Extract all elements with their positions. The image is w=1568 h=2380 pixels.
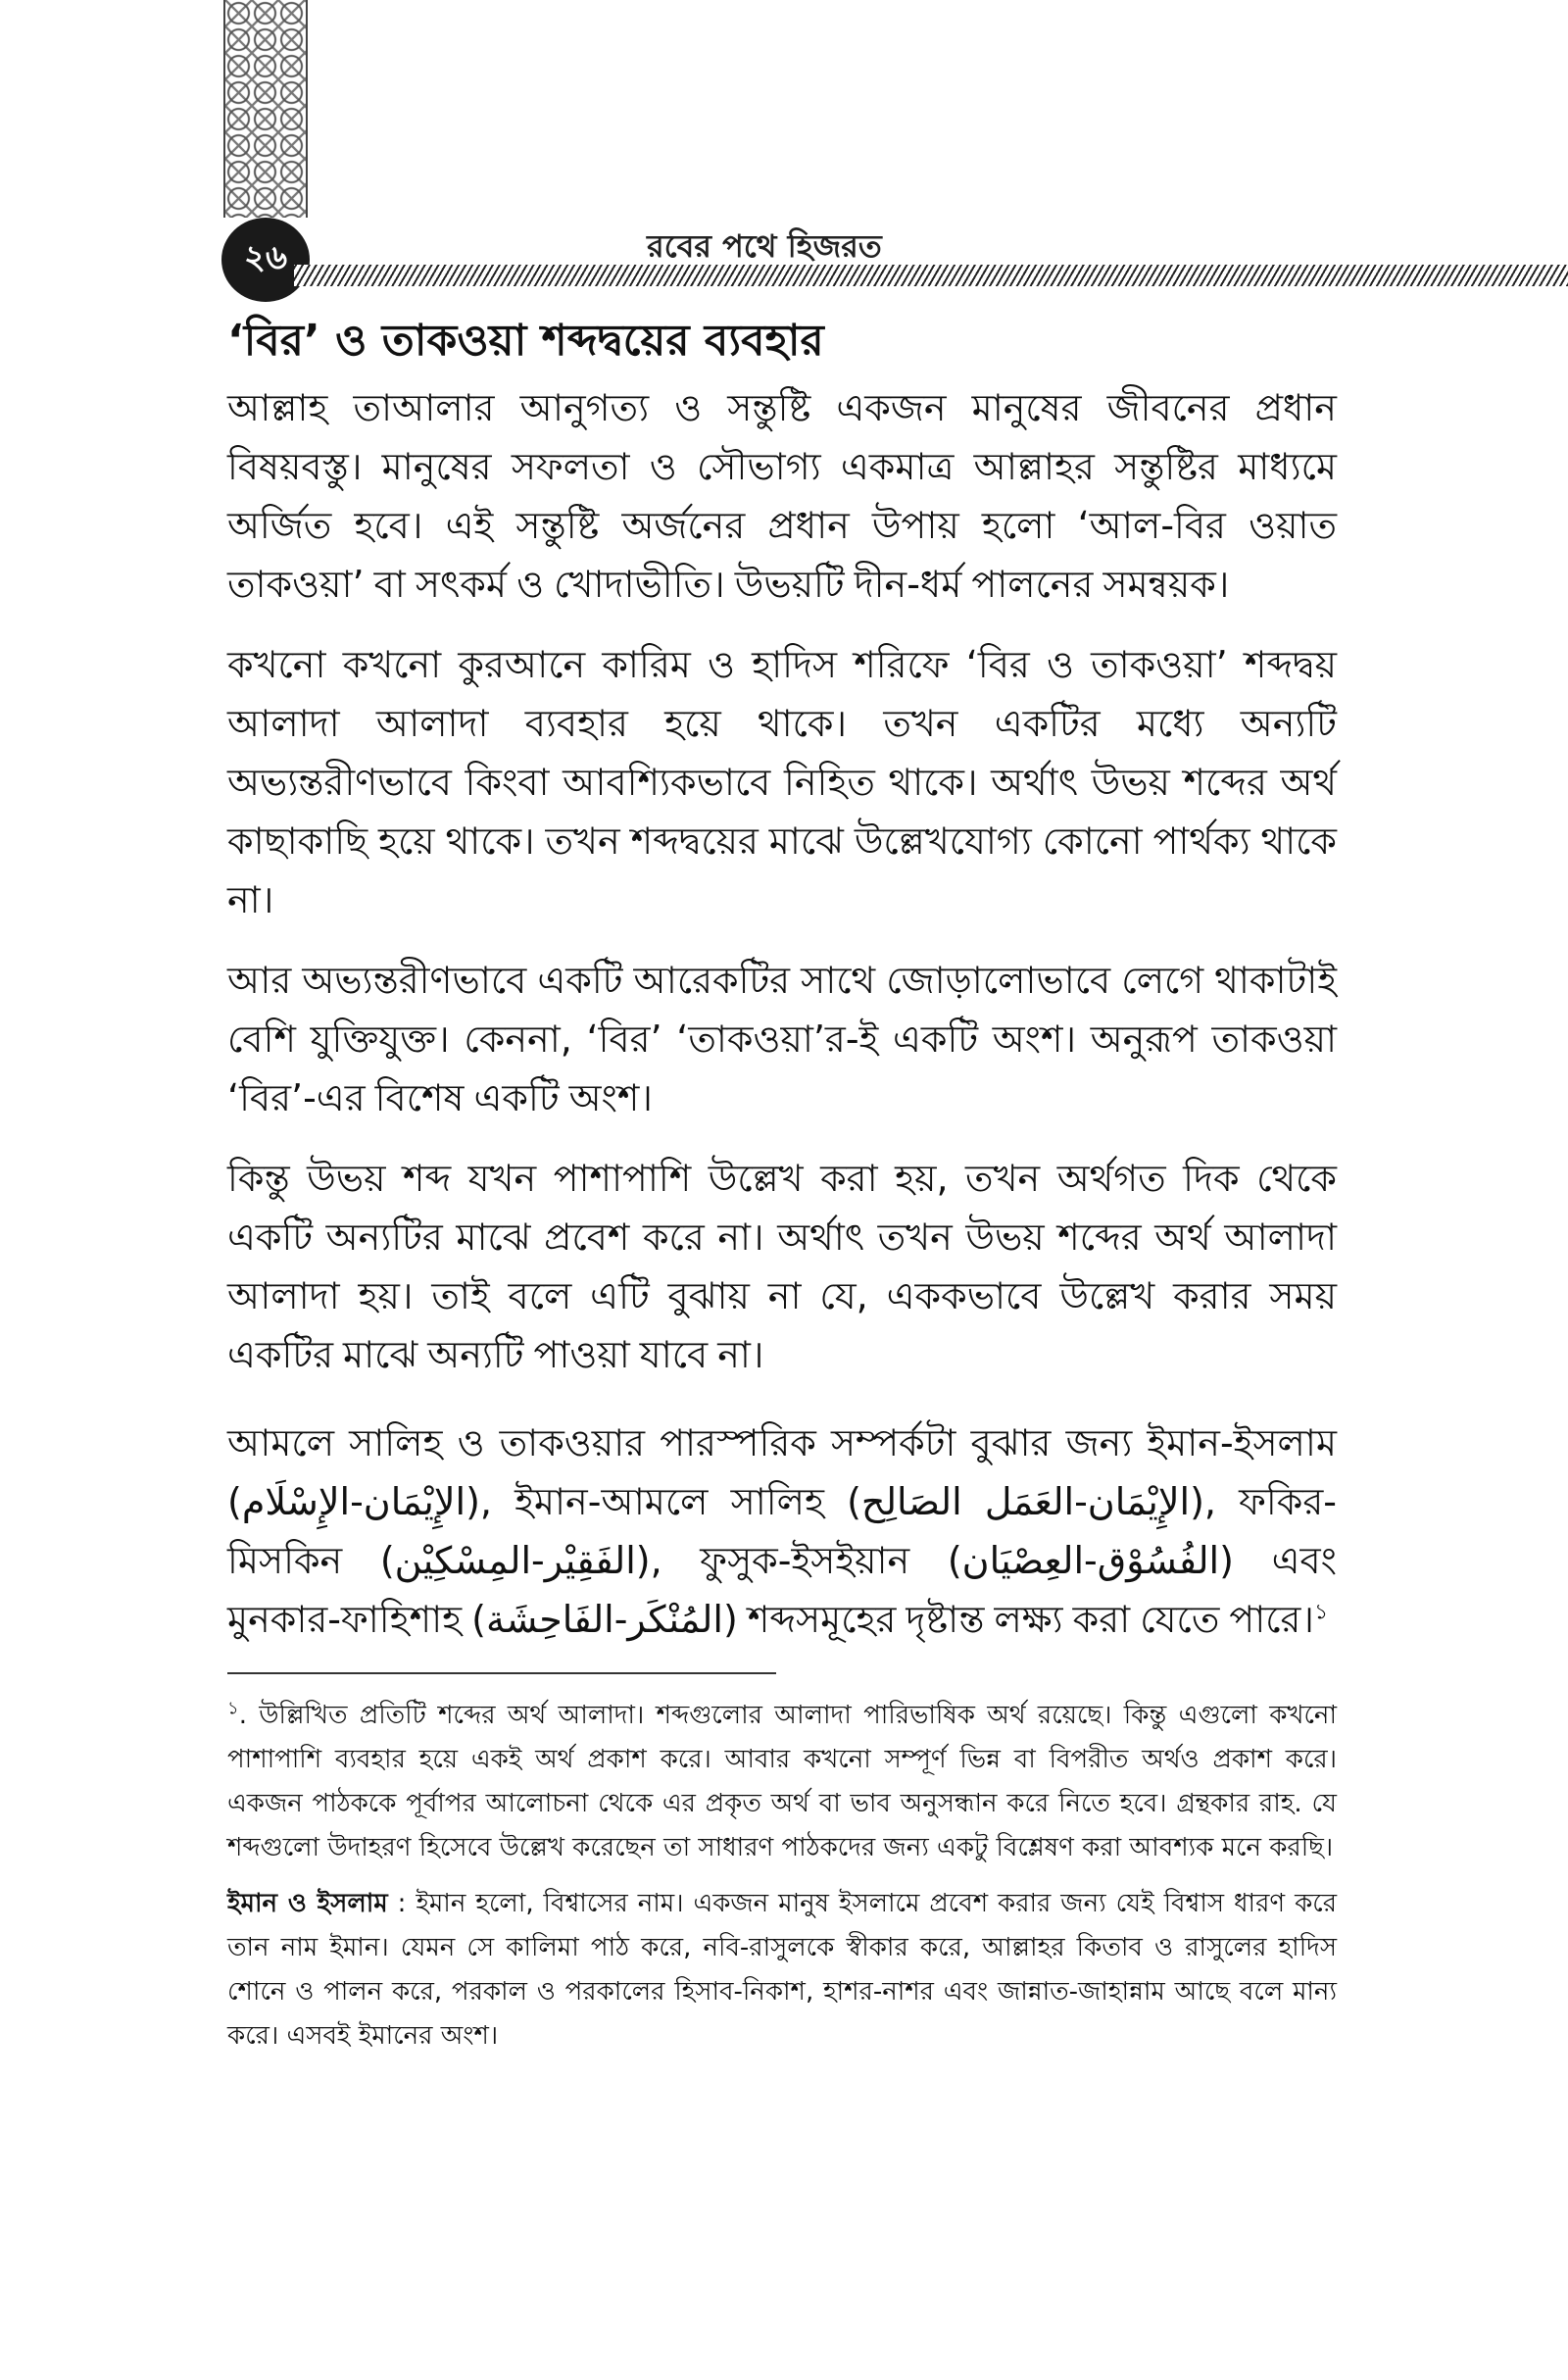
text-run: ) এবং মুনকার-ফাহিশাহ ( <box>227 1539 1337 1641</box>
text-run: আমলে সালিহ ও তাকওয়ার পারস্পরিক সম্পর্কটা বুঝার জন্য ইমান-ইসলাম ( <box>227 1421 1337 1523</box>
footnote-text: . উল্লিখিত প্রতিটি শব্দের অর্থ আলাদা। শব্দগুলোর আলাদা পারিভাষিক অর্থ রয়েছে। কিন্তু এগুলো কখনো পাশাপাশি ব্যবহার হয়ে একই অর্থ প্রকাশ করে। আবার কখনো সম্পূর্ণ ভিন্ন বা বিপরীত অর্থও প্রকাশ করে। একজন পাঠককে পূর্বাপর আলোচনা থেকে এর প্রকৃত অর্থ বা ভাব অনুসন্ধান করে নিতে হবে। গ্রন্থকার রাহ. যে শব্দগুলো উদাহরণ হিসেবে উল্লেখ করেছেন তা সাধারণ পাঠকদের জন্য একটু বিশ্লেষণ করা আবশ্যক মনে করছি। <box>227 1701 1337 1862</box>
arabic-term: الفَقِيْر-المِسْكِيْن <box>394 1539 636 1582</box>
body-paragraph-with-arabic <box>227 1413 1337 1649</box>
text-run: ) শব্দসমূহের দৃষ্টান্ত লক্ষ্য করা যেতে পারে। <box>722 1598 1314 1641</box>
arabic-term: الإِيْمَان-الإِسْلَام <box>241 1480 466 1523</box>
footnote-marker: ১ <box>227 1698 239 1719</box>
footnote-reference[interactable]: ১ <box>1314 1600 1329 1625</box>
page-content <box>227 312 1337 2070</box>
section-heading: ‘বির’ ও তাকওয়া শব্দদ্বয়ের ব্যবহার <box>227 316 824 366</box>
body-paragraph: কিন্তু উভয় শব্দ যখন পাশাপাশি উল্লেখ করা হয়, তখন অর্থগত দিক থেকে একটি অন্যটির মাঝে প্রবেশ করে না। অর্থাৎ তখন উভয় শব্দের অর্থ আলাদা আলাদা হয়। তাই বলে এটি বুঝায় না যে, এককভাবে উল্লেখ করার সময় একটির মাঝে অন্যটি পাওয়া যাবে না। <box>227 1157 1337 1376</box>
footnote <box>227 1882 1337 2058</box>
running-title: রবের পথে হিজরত <box>647 227 882 265</box>
decorative-ornament <box>223 0 308 218</box>
footnote-separator <box>227 1672 776 1674</box>
text-run: ), ফকির-মিসকিন ( <box>227 1480 1338 1582</box>
body-paragraph: কখনো কখনো কুরআনে কারিম ও হাদিস শরিফে ‘বির ও তাকওয়া’ শব্দদ্বয় আলাদা আলাদা ব্যবহার হয়ে থাকে। তখন একটির মধ্যে অন্যটি অভ্যন্তরীণভাবে কিংবা আবশ্যিকভাবে নিহিত থাকে। অর্থাৎ উভয় শব্দের অর্থ কাছাকাছি হয়ে থাকে। তখন শব্দদ্বয়ের মাঝে উল্লেখযোগ্য কোনো পার্থক্য থাকে না। <box>227 643 1337 921</box>
footnote-text: : ইমান হলো, বিশ্বাসের নাম। একজন মানুষ ইসলামে প্রবেশ করার জন্য যেই বিশ্বাস ধারণ করে তান নাম ইমান। যেমন সে কালিমা পাঠ করে, নবি-রাসুলকে স্বীকার করে, আল্লাহর কিতাব ও রাসুলের হাদিস শোনে ও পালন করে, পরকাল ও পরকালের হিসাব-নিকাশ, হাশর-নাশর এবং জান্নাত-জাহান্নাম আছে বলে মান্য করে। এসবই ইমানের অংশ। <box>227 1889 1338 2051</box>
body-paragraph: আল্লাহ তাআলার আনুগত্য ও সন্তুষ্টি একজন মানুষের জীবনের প্রধান বিষয়বস্তু। মানুষের সফলতা ও সৌভাগ্য একমাত্র আল্লাহর সন্তুষ্টির মাধ্যমে অর্জিত হবে। এই সন্তুষ্টি অর্জনের প্রধান উপায় হলো ‘আল-বির ওয়াত তাকওয়া’ বা সৎকর্ম ও খোদাভীতি। উভয়টি দীন-ধর্ম পালনের সমন্বয়ক। <box>227 386 1337 606</box>
footnote-term: ইমান ও ইসলাম <box>227 1889 388 1918</box>
body-paragraph: আর অভ্যন্তরীণভাবে একটি আরেকটির সাথে জোড়ালোভাবে লেগে থাকাটাই বেশি যুক্তিযুক্ত। কেননা, ‘বির’ ‘তাকওয়া’র-ই একটি অংশ। অনুরূপ তাকওয়া ‘বির’-এর বিশেষ একটি অংশ। <box>227 959 1337 1119</box>
text-run: ), ইমান-আমলে সালিহ ( <box>466 1480 861 1523</box>
page-number: ২৬ <box>221 218 310 302</box>
arabic-term: المُنْكَر-الفَاحِشَة <box>486 1598 723 1641</box>
arabic-term: الإِيْمَان-العَمَل الصَالِح <box>860 1480 1191 1523</box>
header-hatch-rule <box>294 265 1568 286</box>
text-run: ), ফুসুক-ইসইয়ান ( <box>635 1539 962 1582</box>
arabic-term: الفُسُوْق-العِصْيَان <box>961 1539 1220 1582</box>
footnote <box>227 1694 1337 1870</box>
